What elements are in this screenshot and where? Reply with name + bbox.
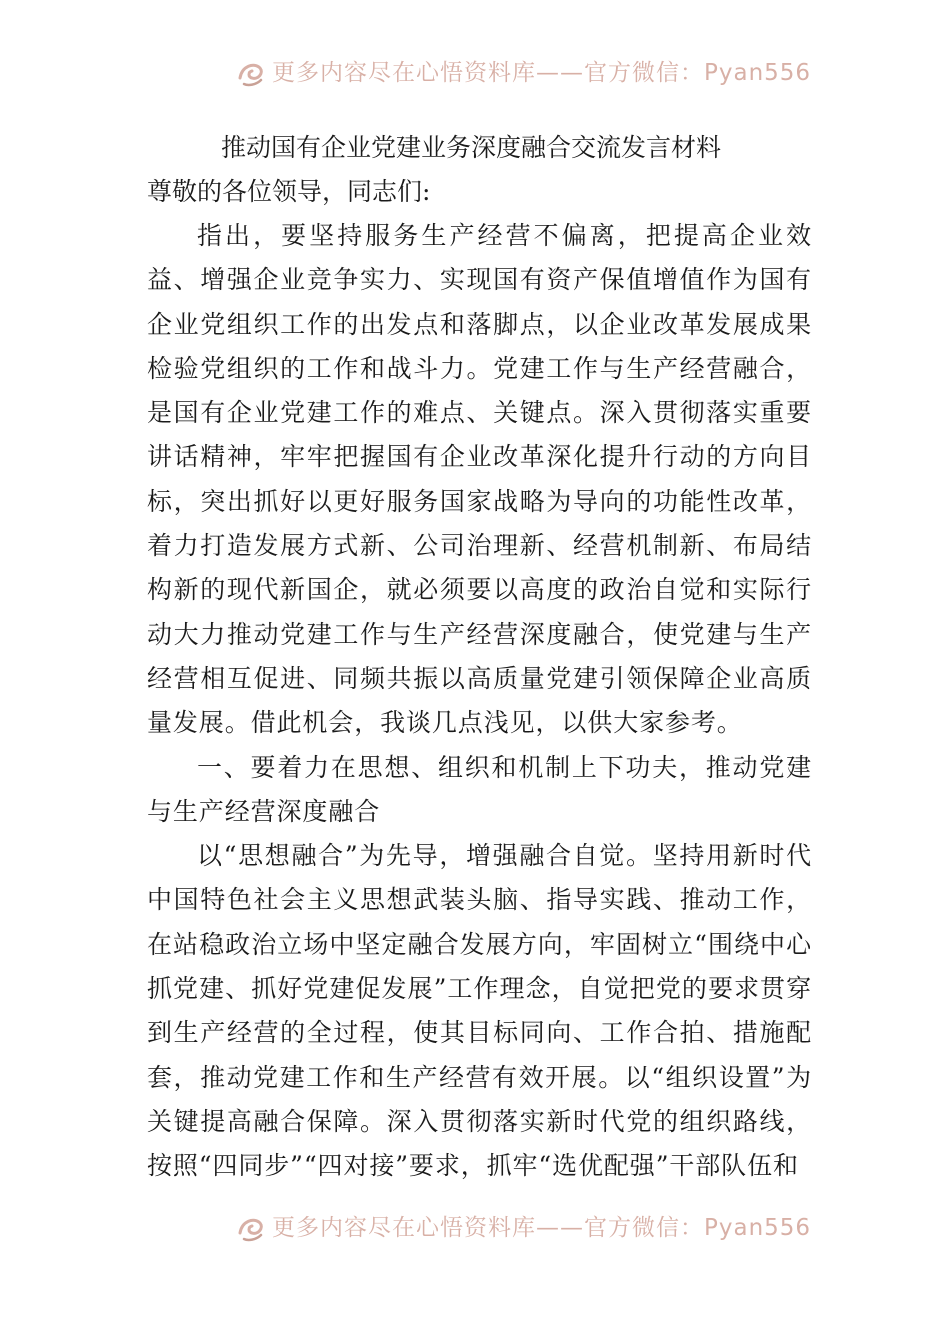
- salutation: 尊敬的各位领导，同志们:: [147, 177, 431, 206]
- section-heading-1: 一、要着力在思想、组织和机制上下功夫，推动党建与生产经营深度融合: [147, 752, 812, 826]
- footer-watermark-banner: [0, 1205, 950, 1245]
- document-title: 推动国有企业党建业务深度融合交流发言材料: [221, 133, 722, 162]
- paragraph-section-1: 以“思想融合”为先导，增强融合自觉。坚持用新时代中国特色社会主义思想武装头脑、指导实践、推动工作，在站稳政治立场中坚定融合发展方向，牢固树立“围绕中心抓党建、抓好党建促发展”工作理念，自觉把党的要求贯穿到生产经营的全过程，使其目标同向、工作合拍、措施配套，推动党建工作和生产经营有效开展。以“组织设置”为关键提高融合保障。深入贯彻落实新时代党的组织路线，按照“四同步”“四对接”要求，抓牢“选优配强”干部队伍和: [147, 841, 812, 1181]
- document-body: [147, 126, 812, 1189]
- header-watermark-text: 更多内容尽在心悟资料库——官方微信：Pyan556: [272, 60, 812, 86]
- footer-watermark-text: 更多内容尽在心悟资料库——官方微信：Pyan556: [272, 1215, 812, 1241]
- swirl-logo-icon: [236, 1213, 266, 1243]
- swirl-logo-icon: [236, 58, 266, 88]
- header-watermark-banner: [0, 50, 950, 90]
- paragraph-intro: 指出，要坚持服务生产经营不偏离，把提高企业效益、增强企业竞争实力、实现国有资产保值增值作为国有企业党组织工作的出发点和落脚点，以企业改革发展成果检验党组织的工作和战斗力。党建工作与生产经营融合，是国有企业党建工作的难点、关键点。深入贯彻落实重要讲话精神，牢牢把握国有企业改革深化提升行动的方向目标，突出抓好以更好服务国家战略为导向的功能性改革，着力打造发展方式新、公司治理新、经营机制新、布局结构新的现代新国企，就必须要以高度的政治自觉和实际行动大力推动党建工作与生产经营深度融合，使党建与生产经营相互促进、同频共振以高质量党建引领保障企业高质量发展。借此机会，我谈几点浅见，以供大家参考。: [147, 221, 812, 738]
